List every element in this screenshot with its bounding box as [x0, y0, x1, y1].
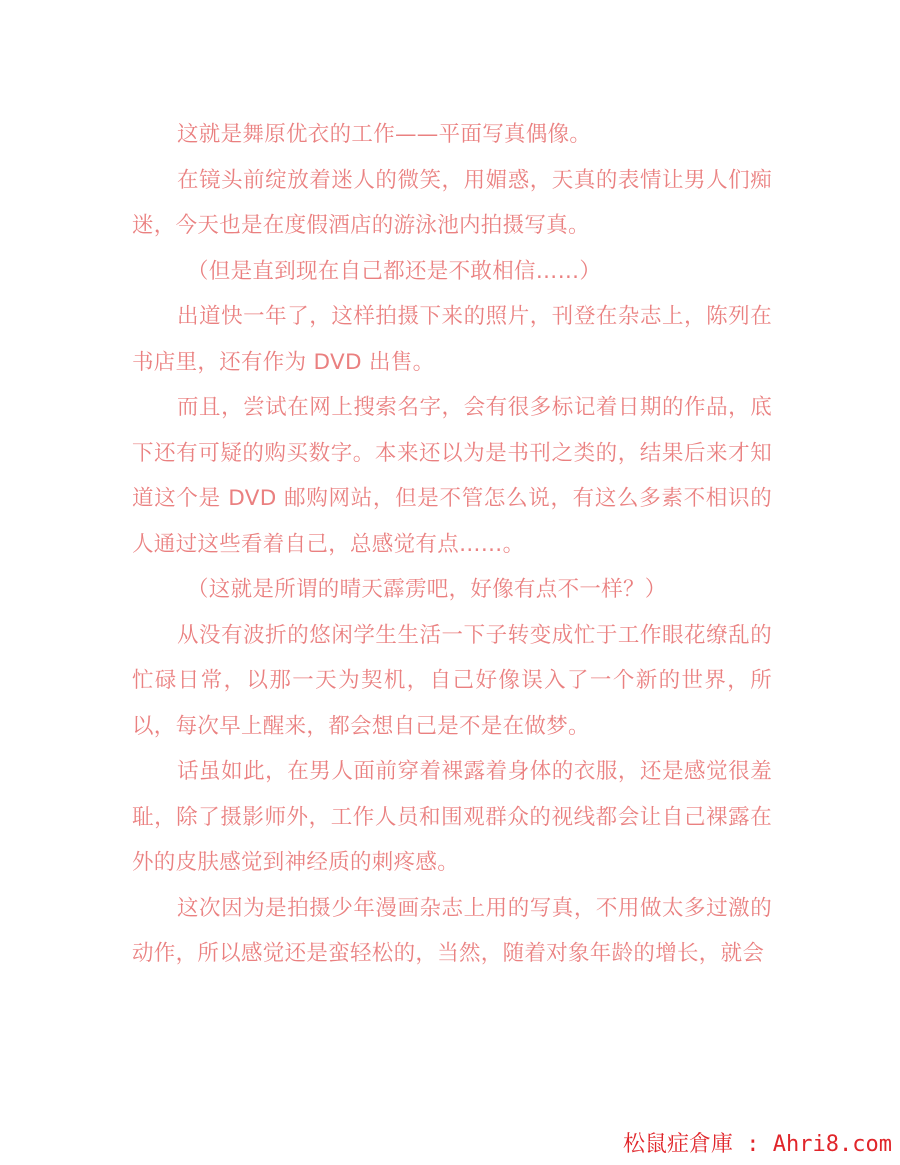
paragraph: 而且，尝试在网上搜索名字，会有很多标记着日期的作品，底下还有可疑的购买数字。本来还以为是书刊之类的，结果后来才知道这个是 DVD 邮购网站，但是不管怎么说，有这么多素不相识的人通过这些看着自己，总感觉有点……。 — [132, 395, 772, 557]
inner-thought-paragraph: （这就是所谓的晴天霹雳吧，好像有点不一样？） — [187, 577, 667, 602]
paragraph: 话虽如此，在男人面前穿着裸露着身体的衣服，还是感觉很羞耻，除了摄影师外，工作人员和围观群众的视线都会让自己裸露在外的皮肤感觉到神经质的刺疼感。 — [132, 759, 772, 875]
paragraph: 这次因为是拍摄少年漫画杂志上用的写真，不用做太多过激的动作，所以感觉还是蛮轻松的，当然，随着对象年龄的增长，就会 — [132, 895, 772, 966]
paragraph: 从没有波折的悠闲学生生活一下子转变成忙于工作眼花缭乱的忙碌日常，以那一天为契机，自己好像误入了一个新的世界，所以，每次早上醒来，都会想自己是不是在做梦。 — [132, 622, 772, 739]
paragraph: 出道快一年了，这样拍摄下来的照片，刊登在杂志上，陈列在书店里，还有作为 DVD 出售。 — [132, 304, 772, 375]
novel-text-body — [132, 112, 772, 977]
site-watermark: 松鼠症倉庫 : Ahri8.com — [623, 1132, 892, 1157]
paragraph: 在镜头前绽放着迷人的微笑，用媚惑，天真的表情让男人们痴迷，今天也是在度假酒店的游泳池内拍摄写真。 — [132, 167, 772, 238]
inner-thought-paragraph: （但是直到现在自己都还是不敢相信……） — [187, 258, 602, 284]
paragraph: 这就是舞原优衣的工作——平面写真偶像。 — [177, 122, 592, 147]
